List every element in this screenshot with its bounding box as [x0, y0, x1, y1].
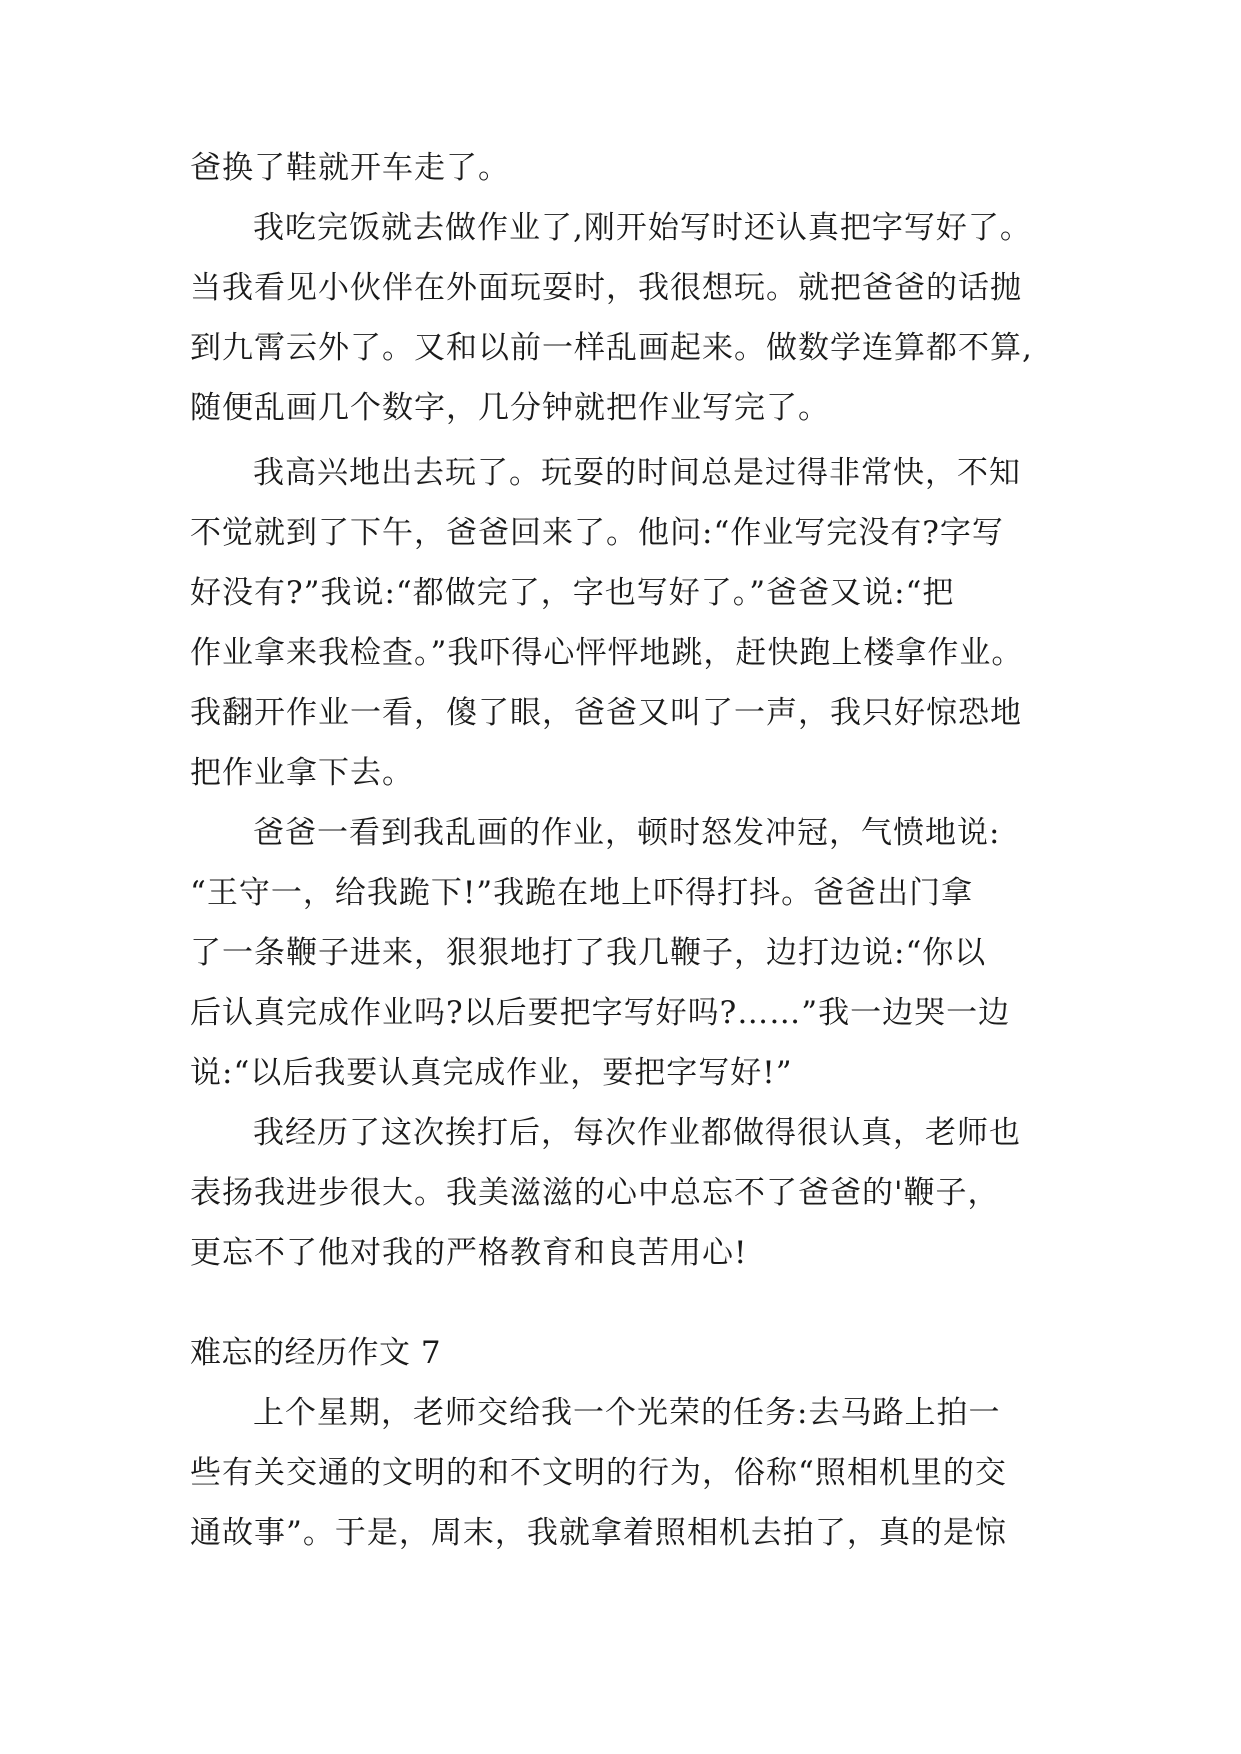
text-line: 后认真完成作业吗?以后要把字写好吗?……”我一边哭一边	[190, 995, 1011, 1031]
text-line: 了一条鞭子进来，狠狠地打了我几鞭子，边打边说:“你以	[190, 935, 987, 971]
text-line: 当我看见小伙伴在外面玩耍时，我很想玩。就把爸爸的话抛	[190, 270, 1022, 306]
paragraph-start-line: 我经历了这次挨打后，每次作业都做得很认真，老师也	[253, 1115, 1021, 1151]
text-line: 说:“以后我要认真完成作业，要把字写好!”	[190, 1055, 793, 1091]
text-line: 通故事”。于是，周末，我就拿着照相机去拍了，真的是惊	[190, 1515, 1007, 1551]
paragraph-start-line: 爸爸一看到我乱画的作业，顿时怒发冲冠，气愤地说:	[253, 815, 1001, 851]
text-line: 更忘不了他对我的严格教育和良苦用心!	[190, 1235, 748, 1271]
text-line: 我翻开作业一看，傻了眼，爸爸又叫了一声，我只好惊恐地	[190, 695, 1022, 731]
paragraph-start-line: 上个星期，老师交给我一个光荣的任务:去马路上拍一	[253, 1395, 1001, 1431]
text-line: 好没有?”我说:“都做完了，字也写好了。”爸爸又说:“把	[190, 575, 955, 611]
text-line: 把作业拿下去。	[190, 755, 414, 791]
text-line: “王守一，给我跪下!”我跪在地上吓得打抖。爸爸出门拿	[190, 875, 974, 911]
text-line: 随便乱画几个数字，几分钟就把作业写完了。	[190, 390, 830, 426]
text-line: 些有关交通的文明的和不文明的行为，俗称“照相机里的交	[190, 1455, 1007, 1491]
paragraph-start-line: 我吃完饭就去做作业了,刚开始写时还认真把字写好了。	[253, 210, 1032, 246]
text-line: 不觉就到了下午，爸爸回来了。他问:“作业写完没有?字写	[190, 515, 1004, 551]
paragraph-start-line: 我高兴地出去玩了。玩耍的时间总是过得非常快，不知	[253, 455, 1021, 491]
text-line: 表扬我进步很大。我美滋滋的心中总忘不了爸爸的'鞭子，	[190, 1175, 1000, 1211]
text-line: 作业拿来我检查。”我吓得心怦怦地跳，赶快跑上楼拿作业。	[190, 635, 1024, 671]
text-line: 爸换了鞋就开车走了。	[190, 150, 510, 186]
text-line: 到九霄云外了。又和以前一样乱画起来。做数学连算都不算,	[190, 330, 1033, 366]
section-heading: 难忘的经历作文 7	[190, 1335, 442, 1371]
